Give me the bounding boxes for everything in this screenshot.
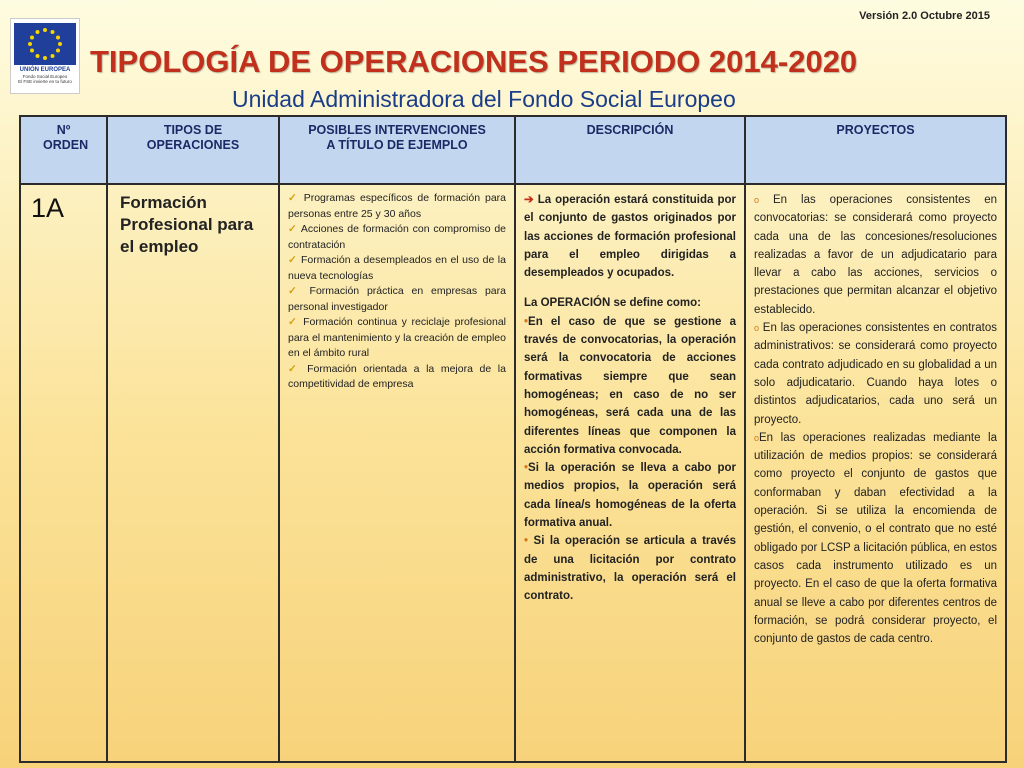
- page-subtitle: Unidad Administradora del Fondo Social Europeo: [232, 86, 736, 112]
- descripcion-bullet-text: En el caso de que se gestione a través de convocatorias, la operación será la convocatoria de acciones formativas siempre que sean homogéneas; en caso de no ser homogéneas, será cada una de las diferentes líneas que componen la acción formativa convocada.: [524, 315, 736, 456]
- arrow-right-icon: ➔: [524, 194, 534, 206]
- header-tipos: TIPOS DE OPERACIONES: [107, 116, 279, 184]
- posible-text: Acciones de formación con compromiso de contratación: [288, 223, 506, 251]
- list-item: [524, 313, 736, 459]
- list-item: [754, 191, 997, 319]
- check-icon: ✓: [288, 285, 302, 297]
- list-item: [524, 532, 736, 605]
- row-descripcion: [515, 184, 745, 762]
- check-icon: ✓: [288, 362, 301, 375]
- header-orden: Nº ORDEN: [20, 116, 107, 184]
- logo-fund-text: Fondo Social Europeo: [22, 74, 68, 79]
- header-posibles: POSIBLES INTERVENCIONES A TÍTULO DE EJEMPLO: [279, 116, 515, 184]
- version-label: Versión 2.0 Octubre 2015: [859, 10, 990, 22]
- logo-union-text: UNIÓN EUROPEA: [19, 67, 71, 73]
- check-icon: ✓: [288, 254, 298, 266]
- operations-table: [19, 115, 1007, 763]
- list-item: [754, 319, 997, 429]
- logo-motto-text: El FSE invierte en tu futuro: [18, 79, 72, 84]
- posible-text: Programas específicos de formación para personas entre 25 y 30 años: [288, 192, 506, 220]
- proyecto-text: En las operaciones consistentes en contratos administrativos: se considerará como proyecto cada contrato adjudicado en su globalidad a un solo adjudicatario. Cuando haya lotes o distintos adjudicatarios, cada uno será un proyecto.: [754, 322, 997, 426]
- list-item: [754, 429, 997, 649]
- circle-bullet-icon: o: [754, 195, 760, 205]
- posible-text: Formación continua y reciclaje profesional para el mantenimiento y la creación de empleo en el ámbito rural: [288, 316, 506, 359]
- row-proyectos: [745, 184, 1006, 762]
- eu-logo: [10, 18, 80, 94]
- descripcion-intro-text: La operación estará constituida por el conjunto de gastos originados por las acciones de formación profesional para el empleo dirigidas a desempleados y ocupados.: [524, 194, 736, 280]
- bullet-icon: •: [524, 535, 529, 548]
- table-header-row: [20, 116, 1006, 184]
- check-icon: ✓: [288, 223, 298, 235]
- posible-text: Formación orientada a la mejora de la competitividad de empresa: [288, 362, 506, 390]
- row-tipo: Formación Profesional para el empleo: [107, 184, 279, 762]
- descripcion-define: La OPERACIÓN se define como:: [524, 297, 702, 310]
- descripcion-intro: [524, 191, 736, 282]
- check-icon: ✓: [288, 192, 299, 204]
- page-title: TIPOLOGÍA DE OPERACIONES PERIODO 2014-2020: [90, 44, 858, 79]
- row-orden: 1A: [20, 184, 107, 762]
- circle-bullet-icon: o: [754, 432, 760, 443]
- header-proyectos: PROYECTOS: [745, 116, 1006, 184]
- eu-flag-icon: [14, 23, 76, 65]
- list-item: [288, 253, 506, 284]
- circle-bullet-icon: o: [754, 323, 760, 334]
- proyecto-text: En las operaciones consistentes en convocatorias: se considerará como proyecto cada una de las concesiones/resoluciones realizadas a favor de un adjudicatario para llevar a cabo las acciones, servicios o prestaciones que permitan alcanzar el objetivo establecido.: [754, 194, 997, 316]
- posible-text: Formación a desempleados en el uso de la nueva tecnologías: [288, 254, 506, 282]
- posible-text: Formación práctica en empresas para personal investigador: [288, 285, 506, 313]
- row-posibles: [279, 184, 515, 762]
- list-item: [288, 284, 506, 315]
- list-item: [288, 191, 506, 222]
- list-item: [288, 315, 506, 362]
- list-item: [288, 222, 506, 253]
- header-descripcion: DESCRIPCIÓN: [515, 116, 745, 184]
- list-item: [288, 362, 506, 393]
- list-item: [524, 459, 736, 532]
- descripcion-bullet-text: Si la operación se articula a través de una licitación por contrato administrativo, la operación será el contrato.: [524, 535, 736, 603]
- descripcion-bullet-text: Si la operación se lleva a cabo por medios propios, la operación será cada línea/s homogéneas de la oferta formativa anual.: [524, 462, 736, 530]
- table-row: [20, 184, 1006, 762]
- bullet-icon: •: [524, 315, 529, 328]
- proyecto-text: En las operaciones realizadas mediante la utilización de medios propios: se considerará como proyecto el conjunto de gastos que conformaban y daban efectividad a la operación. Si se utiliza la encomienda de gestión, el convenio, o el contrato que no esté obligado por LCSP a licitación pública, en estos casos cada instrumento utilizado es un proyecto. En el caso de que la oferta formativa anual se lleve a cabo por diferentes centros de formación, se podrá considerar proyecto, el conjunto de gastos de cada centro.: [754, 431, 997, 646]
- check-icon: ✓: [288, 316, 299, 328]
- bullet-icon: •: [524, 462, 529, 475]
